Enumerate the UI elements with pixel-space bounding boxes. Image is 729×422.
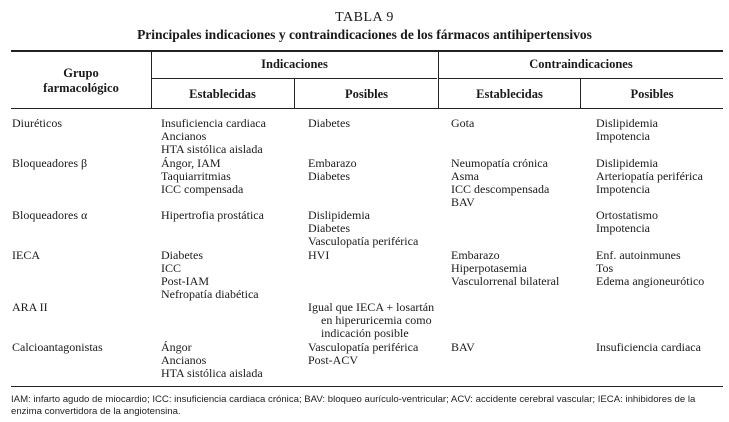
con-posibles	[596, 209, 658, 235]
list-item: Edema angioneurótico	[596, 274, 705, 288]
ind-posibles	[308, 157, 357, 183]
list-item: Embarazo	[308, 156, 357, 170]
table-caption: TABLA 9	[335, 10, 394, 25]
list-item: Dislipidemia	[596, 156, 658, 170]
list-item: Hiperpotasemia	[451, 261, 527, 275]
header-bottom-rule	[11, 108, 723, 109]
list-item: Ancianos	[161, 129, 207, 143]
top-rule	[11, 50, 723, 52]
list-item: Insuficiencia cardiaca	[161, 116, 266, 130]
list-item: Gota	[451, 116, 475, 130]
con-posibles	[596, 117, 658, 143]
row-group: ARA II	[12, 300, 48, 314]
header-indicaciones: Indicaciones	[261, 57, 328, 71]
ind-posibles	[308, 249, 329, 262]
list-item: Diabetes	[308, 169, 350, 183]
row-group: Diuréticos	[12, 116, 62, 130]
footnote: IAM: infarto agudo de miocardio; ICC: insuficiencia cardiaca crónica; BAV: bloqueo aurículo-ventricular; ACV: accidente cerebral vascular; IECA: inhibidores de la enzima convertidora de la angiotensina.	[11, 394, 696, 417]
row-group: IECA	[12, 248, 40, 262]
list-item: BAV	[451, 340, 475, 354]
list-item: Ortostatismo	[596, 208, 658, 222]
list-item: Post-IAM	[161, 274, 210, 288]
list-item: Impotencia	[596, 221, 650, 235]
list-item: Diabetes	[308, 221, 350, 235]
list-item: Diabetes	[161, 248, 203, 262]
header-subrule-contraindicaciones	[439, 78, 723, 79]
table-bottom-rule	[11, 386, 723, 387]
header-ind-posibles: Posibles	[344, 87, 389, 101]
list-item: Taquiarritmias	[161, 169, 231, 183]
list-item: HTA sistólica aislada	[161, 366, 263, 380]
con-posibles	[596, 341, 701, 354]
list-item: Vasculopatía periférica	[308, 234, 419, 248]
ind-posibles	[308, 341, 418, 367]
list-item: Enf. autoinmunes	[596, 248, 681, 262]
ind-establecidas	[161, 341, 263, 380]
list-item: ICC compensada	[161, 182, 244, 196]
list-item: Arteriopatía periférica	[596, 169, 703, 183]
con-establecidas	[451, 157, 549, 209]
row-group: Calcioantagonistas	[12, 340, 103, 354]
list-item: Hipertrofia prostática	[161, 208, 264, 222]
list-item: Diabetes	[308, 116, 350, 130]
list-item: Igual que IECA + losartán	[308, 300, 435, 314]
header-contraindicaciones: Contraindicaciones	[529, 57, 633, 71]
header-group: Grupo farmacológico	[43, 66, 119, 95]
row-group: Bloqueadores α	[12, 208, 88, 222]
con-establecidas	[451, 117, 474, 130]
list-item: indicación posible	[321, 326, 409, 340]
list-item: en hiperuricemia como	[321, 313, 432, 327]
list-item: ICC	[161, 261, 182, 275]
list-item: Impotencia	[596, 182, 650, 196]
ind-establecidas	[161, 157, 243, 196]
ind-establecidas	[161, 209, 264, 222]
ind-establecidas	[161, 117, 266, 156]
list-item: Vasculopatía periférica	[308, 340, 419, 354]
header-ind-establecidas: Establecidas	[189, 87, 256, 101]
header-con-posibles: Posibles	[630, 87, 674, 101]
list-item: Insuficiencia cardiaca	[596, 340, 701, 354]
ind-posibles	[308, 301, 434, 340]
list-item: HTA sistólica aislada	[161, 142, 263, 156]
list-item: Ángor	[161, 340, 192, 354]
list-item: ICC descompensada	[451, 182, 550, 196]
list-item: BAV	[451, 195, 475, 209]
con-posibles	[596, 157, 703, 196]
list-item: Asma	[451, 169, 479, 183]
list-item: Ancianos	[161, 353, 207, 367]
list-item: Ángor, IAM	[161, 156, 221, 170]
list-item: Impotencia	[596, 129, 650, 143]
list-item: HVI	[308, 248, 330, 262]
list-item: Post-ACV	[308, 353, 359, 367]
list-item: Tos	[596, 261, 614, 275]
table-title: Principales indicaciones y contraindicaciones de los fármacos antihipertensivos	[137, 27, 592, 42]
list-item: Vasculorrenal bilateral	[451, 274, 560, 288]
list-item: Embarazo	[451, 248, 500, 262]
con-posibles	[596, 249, 704, 288]
list-item: Dislipidemia	[596, 116, 658, 130]
ind-posibles	[308, 209, 418, 248]
con-establecidas	[451, 249, 559, 288]
con-establecidas	[451, 341, 475, 354]
ind-posibles	[308, 117, 350, 130]
header-con-establecidas: Establecidas	[476, 87, 543, 101]
list-item: Nefropatía diabética	[161, 287, 259, 301]
ind-establecidas	[161, 249, 259, 301]
list-item: Neumopatía crónica	[451, 156, 548, 170]
list-item: Dislipidemia	[308, 208, 370, 222]
row-group: Bloqueadores β	[12, 156, 88, 170]
